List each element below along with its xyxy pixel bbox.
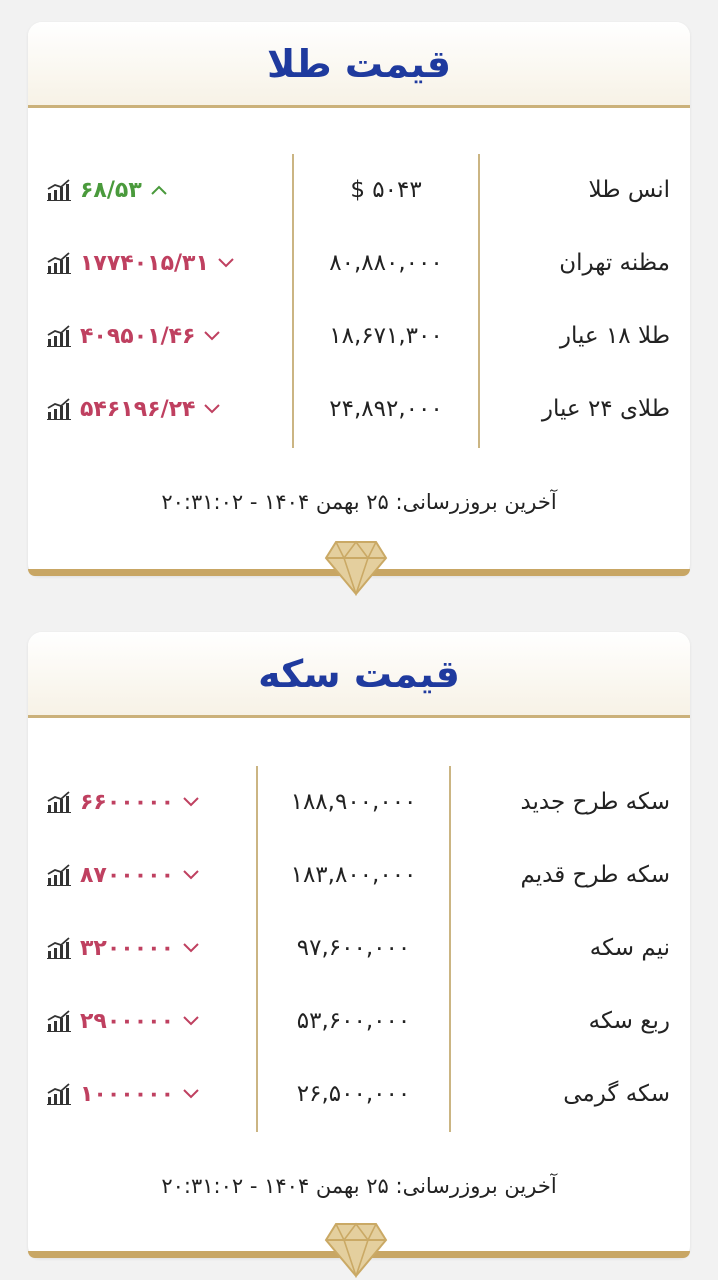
bar-chart-icon[interactable]	[46, 398, 72, 420]
price-row	[28, 1074, 690, 1114]
item-change	[46, 243, 235, 283]
coin-price-card	[28, 632, 690, 1258]
diamond-icon	[324, 540, 388, 596]
item-price: ۸۰,۸۸۰,۰۰۰	[329, 250, 443, 276]
price-row	[28, 389, 690, 429]
change-value: ۲۹۰۰۰۰۰	[80, 1008, 174, 1034]
bar-chart-icon[interactable]	[46, 325, 72, 347]
chevron-down-icon	[217, 257, 235, 269]
bar-chart-icon[interactable]	[46, 1010, 72, 1032]
item-name: سکه طرح جدید	[520, 789, 670, 815]
chevron-down-icon	[182, 942, 200, 954]
diamond-icon	[324, 1222, 388, 1278]
gold-price-card	[28, 22, 690, 576]
chevron-down-icon	[182, 796, 200, 808]
item-price: ۹۷,۶۰۰,۰۰۰	[296, 935, 411, 961]
change-value: ۸۷۰۰۰۰۰	[80, 862, 174, 888]
bar-chart-icon[interactable]	[46, 179, 72, 201]
gold-last-update: آخرین بروزرسانی: ۲۵ بهمن ۱۴۰۴ - ۲۰:۳۱:۰۲	[161, 490, 557, 514]
item-change	[46, 316, 221, 356]
chevron-down-icon	[182, 1088, 200, 1100]
chevron-down-icon	[203, 330, 221, 342]
change-value: ۴۰۹۵۰۱/۴۶	[80, 323, 196, 349]
price-row	[28, 855, 690, 895]
change-value: ۶۸/۵۳	[80, 177, 142, 203]
item-change	[46, 389, 221, 429]
price-row	[28, 1001, 690, 1041]
item-name: ربع سکه	[588, 1008, 670, 1034]
item-price: ۵۳,۶۰۰,۰۰۰	[296, 1008, 411, 1034]
gold-card-header	[28, 22, 690, 108]
item-name: سکه طرح قدیم	[520, 862, 670, 888]
item-name: طلای ۲۴ عیار	[541, 396, 670, 422]
bar-chart-icon[interactable]	[46, 864, 72, 886]
item-name: انس طلا	[588, 177, 670, 203]
change-value: ۶۶۰۰۰۰۰	[80, 789, 174, 815]
item-change	[46, 782, 200, 822]
bar-chart-icon[interactable]	[46, 252, 72, 274]
change-value: ۳۲۰۰۰۰۰	[80, 935, 174, 961]
item-name: طلا ۱۸ عیار	[559, 323, 670, 349]
bar-chart-icon[interactable]	[46, 791, 72, 813]
chevron-down-icon	[182, 1015, 200, 1027]
chevron-down-icon	[203, 403, 221, 415]
item-change	[46, 1074, 200, 1114]
chevron-down-icon	[182, 869, 200, 881]
bar-chart-icon[interactable]	[46, 937, 72, 959]
price-row	[28, 928, 690, 968]
price-row	[28, 316, 690, 356]
item-change	[46, 928, 200, 968]
price-row	[28, 243, 690, 283]
change-value: ۱۷۷۴۰۱۵/۳۱	[80, 250, 209, 276]
item-name: سکه گرمی	[563, 1081, 670, 1107]
item-name: نیم سکه	[589, 935, 670, 961]
item-change	[46, 855, 200, 895]
item-price: ۱۸۸,۹۰۰,۰۰۰	[290, 789, 417, 815]
chevron-up-icon	[150, 184, 168, 196]
coin-last-update: آخرین بروزرسانی: ۲۵ بهمن ۱۴۰۴ - ۲۰:۳۱:۰۲	[161, 1174, 557, 1198]
price-row	[28, 170, 690, 210]
item-price: ۱۸۳,۸۰۰,۰۰۰	[290, 862, 417, 888]
item-change	[46, 1001, 200, 1041]
change-value: ۱۰۰۰۰۰۰	[80, 1081, 174, 1107]
item-price: $ ۵۰۴۳	[350, 177, 422, 203]
item-price: ۱۸,۶۷۱,۳۰۰	[329, 323, 443, 349]
gold-card-title: قیمت طلا	[267, 41, 451, 86]
price-row	[28, 782, 690, 822]
bar-chart-icon[interactable]	[46, 1083, 72, 1105]
coin-card-header	[28, 632, 690, 718]
change-value: ۵۴۶۱۹۶/۲۴	[80, 396, 196, 422]
item-price: ۲۶,۵۰۰,۰۰۰	[296, 1081, 411, 1107]
coin-card-title: قیمت سکه	[258, 651, 460, 696]
item-price: ۲۴,۸۹۲,۰۰۰	[329, 396, 443, 422]
item-name: مظنه تهران	[559, 250, 670, 276]
item-change	[46, 170, 168, 210]
